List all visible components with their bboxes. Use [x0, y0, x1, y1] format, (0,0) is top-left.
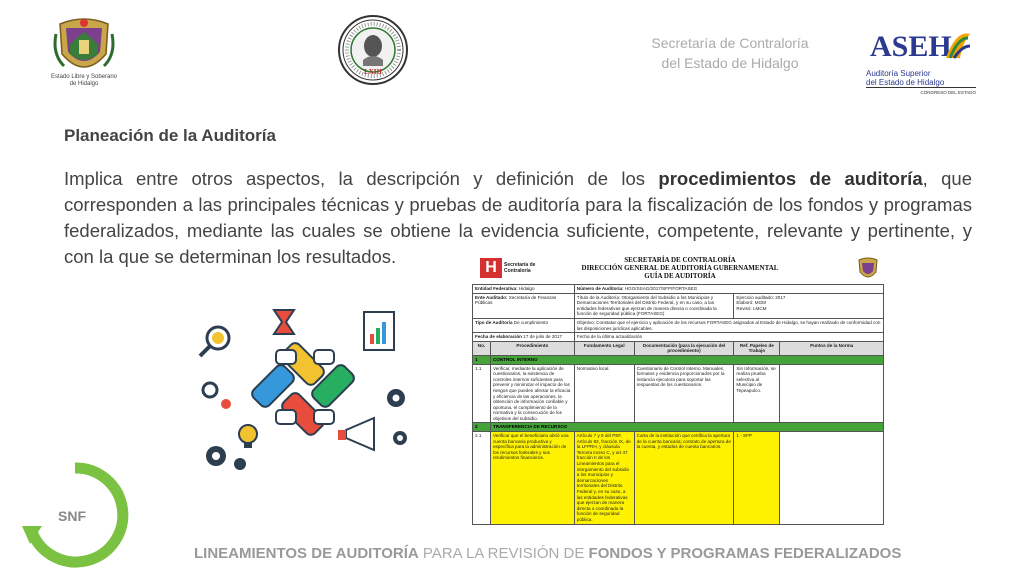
gear-small-icon: [203, 383, 231, 409]
contraloria-line2: del Estado de Hidalgo: [661, 55, 799, 71]
elaboro: Elaboró: MGM: [736, 300, 767, 306]
doc-title-3: GUÍA DE AUDITORÍA: [644, 272, 716, 280]
report-icon: [364, 312, 394, 350]
section-row: [473, 423, 884, 432]
table-row: [473, 432, 884, 525]
r11-doc: Cuestionario de Control Interno. Manuales, formatos y evidencia proporcionados por la instancia ejecutora para soportar las respuestas de los cuestionarios.: [634, 364, 734, 423]
col-proc: Procedimiento: [490, 341, 574, 355]
col-puntos: Puntos de la Norma: [780, 341, 884, 355]
megaphone-icon: [338, 418, 374, 450]
fecha-label: Fecha de elaboración: [475, 334, 522, 340]
col-no: No.: [473, 341, 491, 355]
aseh-letters: ASEH: [870, 30, 952, 63]
crest-caption: [44, 74, 124, 88]
audit-value: Secretaría de Finanzas Públicas: [475, 294, 557, 306]
table-row: [473, 285, 884, 294]
col-ref: Ref. Papeles de Trabajo: [734, 341, 780, 355]
r11-proc: Verificar, mediante la aplicación de cuestionarios, la existencia de controles internos suficientes para prevenir y minimizar el impacto de los riesgos que pueden afectar la eficacia y eficiencia de las operaciones, la obtención de información confiable y oportuna, el cumplimiento de la normativa y la consecución de los objetivos del subsidio.: [490, 364, 574, 423]
audit-label: Ente Auditado:: [475, 294, 508, 300]
r11-no: 1.1: [473, 364, 491, 423]
fecha-value: 17 de julio de 2017: [523, 334, 563, 340]
teamwork-illustration: [196, 306, 412, 474]
sec2-no: 2: [473, 423, 491, 432]
sec1-name: CONTROL INTERNO: [490, 355, 883, 364]
footer-part3: FONDOS Y PROGRAMAS FEDERALIZADOS: [588, 545, 902, 562]
lightbulb-icon: [239, 425, 257, 448]
congress-seal: [337, 14, 409, 86]
objetivo: Objetivo: Constatar que el ejercicio y aplicación de los recursos FORTASEG asignados al Estado de Hidalgo, se hayan realizado de conformidad con las disposiciones jurídicas aplicables.: [574, 318, 883, 332]
r21-ref: 1 - SFP: [734, 432, 780, 525]
aseh-logo-mark: [866, 24, 976, 64]
crest-caption-line2: de Hidalgo: [69, 81, 99, 87]
aseh-sub2: del Estado de Hidalgo: [866, 78, 976, 88]
doc-header: [470, 254, 886, 284]
page-title: Planeación de la Auditoría: [64, 126, 276, 145]
reviso: Revisó: LMCM: [736, 305, 767, 311]
footer-part2: PARA LA REVISIÓN DE: [418, 545, 589, 562]
titulo-text: Título de la Auditoría: Otorgamiento del Subsidio a los Municipios y Demarcaciones Territoriales del Distrito Federal, y en su caso, a las entidades federativas que ejerzan de manera directa o coordinada la función de seguridad pública (FORTASEG): [574, 293, 734, 318]
contraloria-h-logo-icon: H: [480, 258, 502, 278]
aseh-sub1: Auditoría Superior: [866, 69, 931, 78]
interlocking-hands-icon: [250, 341, 357, 438]
r21-fund: Artículo 7 y 8 del PEF, Artículo 82, fracción IX, de la LFPRH, y cláusula Tercera inciso C, y art 47 fracción II de los Lineamientos para el otorgamiento del subsidio a los municipios y demarcaciones territoriales del Distrito Federal y, en su caso, a las entidades federativas que ejerzan de manera directa o coordinada la función de seguridad pública.: [574, 432, 634, 525]
audit-guide-table: [472, 284, 884, 525]
doc-title-1: SECRETARÍA DE CONTRALORÍA: [624, 256, 736, 264]
para-part1: Implica entre otros aspectos, la descripción y definición de los: [64, 168, 659, 189]
hourglass-icon: [274, 310, 294, 334]
tipo-label: Tipo de Auditoría: [475, 319, 513, 325]
table-header-row: [473, 341, 884, 355]
r21-doc: Carta de la institución que certifica la apertura de la cuenta bancaria; contrato de apertura de la cuenta, y estados de cuenta bancarios.: [634, 432, 734, 525]
footer-title: [194, 545, 901, 562]
aseh-sub3: CONGRESO DEL ESTADO: [920, 90, 976, 95]
contraloria-caption: [640, 33, 820, 73]
fecha-act: Fecha de la última actualización: [574, 333, 883, 342]
aseh-logo: [866, 24, 976, 95]
num-value: HGO/SSAG/2017/SFP/FORTASEG: [624, 286, 698, 291]
para-part2: , que corresponden a las principales técnicas y pruebas de auditoría para la fiscalización de los fondos y programas federalizados, mediante las cuales se obtiene la evidencia suficiente, competente, relevante y pertinente, y con la que se determinan los resultados.: [64, 168, 972, 267]
sec2-name: TRANSFERENCIA DE RECURSOS: [490, 423, 883, 432]
seal-legislatura: LXIII: [364, 68, 382, 76]
sec1-no: 1: [473, 355, 491, 364]
table-row: [473, 364, 884, 423]
crest-caption-line1: Estado Libre y Soberano: [50, 74, 118, 80]
r21-no: 2.1: [473, 432, 491, 525]
doc-title-2: DIRECCIÓN GENERAL DE AUDITORÍA GUBERNAMENTAL: [581, 264, 779, 272]
snf-label: SNF: [58, 508, 86, 524]
doc-titles: [560, 256, 800, 280]
section-row: [473, 355, 884, 364]
footer-part1: LINEAMIENTOS DE AUDITORÍA: [194, 545, 419, 562]
doc-logo-name: Secretaría de Contraloría: [504, 262, 536, 274]
table-row: [473, 318, 884, 332]
magnifier-icon: [200, 327, 229, 356]
table-row: [473, 293, 884, 318]
para-bold: procedimientos de auditoría: [658, 168, 923, 189]
table-row: [473, 333, 884, 342]
doc-crest-icon: [856, 256, 880, 282]
tipo-value: De cumplimiento: [513, 319, 549, 325]
r11-ref: Sin Información, se realiza prueba selectiva al Municipio de Tepeapulco.: [734, 364, 780, 423]
r11-fund: Normativo local.: [574, 364, 634, 423]
ente-label: Entidad Federativa:: [475, 286, 518, 291]
ente-value: Hidalgo: [518, 286, 535, 291]
r21-proc: Verificar que el beneficiario abrió una cuenta bancaria productiva y específica para la administración de los recursos federales y sus rendimientos financieros.: [490, 432, 574, 525]
col-doc: Documentación (para la ejecución del procedimiento): [634, 341, 734, 355]
contraloria-line1: Secretaría de Contraloría: [651, 35, 809, 51]
num-label: Número de Auditoría:: [576, 286, 624, 291]
audit-guide-document: [470, 254, 886, 532]
col-fund: Fundamento Legal: [574, 341, 634, 355]
ejercicio: Ejercicio auditado: 2017: [736, 294, 786, 300]
